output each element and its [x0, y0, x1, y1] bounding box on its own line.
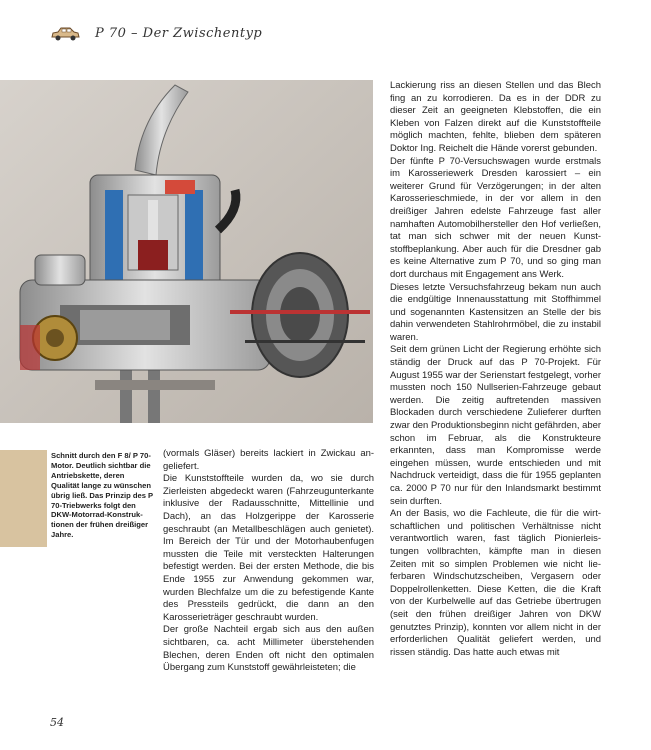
paragraph: Der fünfte P 70-Versuchswagen wurde erstmals im Karosseriewerk Dresden karossiert – ein weiterer Grund für Verzögerungen; in der alten Karosserieschmiede, in der vor allem in den dreißiger Jahren edelste Fahrzeuge fast aller namhaften Automobilhersteller den Hof verließen, tat man sich schwer mit der neuen Kunststoffbeplankung. Aber auch für die Dresdner gab es keine Alternative zum P 70, und so ging man dort durchaus mit Engagement ans Werk. — [390, 155, 601, 280]
running-header-title: P 70 – Der Zwischentyp — [95, 26, 263, 41]
figure-caption — [51, 451, 154, 540]
text-column-right — [390, 80, 601, 659]
figure-caption-text: Schnitt durch den F 8/ P 70-Motor. Deutlich sichtbar die Antriebskette, deren Qualität lange zu wünschen übrig ließ. Das Prinzip des P 70-Triebwerks folgt den DKW-Motorrad-Konstruktionen der frühen dreißiger Jahre. — [51, 451, 153, 540]
paragraph: Der große Nachteil ergab sich aus den außen sichtbaren, ca. acht Millimeter überstehenden Blechen, deren Enden oft nicht den optimalen Übergang zum Kunststoff gewährleisteten; die — [163, 624, 374, 674]
running-header — [0, 22, 651, 50]
paragraph: Seit dem grünen Licht der Regierung erhöhte sich ständig der Druck auf das P 70-Projekt. Für August 1955 war der Serienstart festgelegt, vorher mussten noch 150 Nullserien-Fahrzeuge gebaut werden. Die zeitig auftretenden massiven Blockaden durch verschiedene Zulieferer durften zwar den Produktionsbeginn nicht gefährden, aber schon im Februar, als die Konstrukteure erkannten, dass man Kompromisse werde eingehen müssen, wurde entschieden und mit Nachdruck verteidigt, dass die für 1955 geplanten ca. 2000 P 70 nur für den Inlandsmarkt bestimmt sein durften. — [390, 344, 601, 507]
text-column-left — [163, 448, 374, 675]
paragraph: Dieses letzte Versuchsfahrzeug bekam nun auch die endgültige Innenausstattung mit Stoffhimmel und sogenannten Kastensitzen an Stelle der bis dahin verwendeten Stahlrohrmöbel, die zu instabil waren. — [390, 281, 601, 343]
paragraph: An der Basis, wo die Fachleute, die für die wirtschaftlichen und politischen Verhältnisse nicht verantwortlich waren, fast täglich Pionierleistungen vollbrachten, kämpfte man in diesen Zeiten mit so simplen Problemen wie nicht lieferbaren Windschutzscheiben, Vergasern oder Doppelrollenketten. Diese Ketten, die die Kraft von der Kurbelwelle auf das Getriebe übertrugen (seit den frühen dreißiger Jahren von DKW genutztes Prinzip), konnten vor allem nicht in der erforderlichen Qualität geliefert werden, und rissen ständig. Das hatte auch etwas mit — [390, 508, 601, 658]
paragraph: Lackierung riss an diesen Stellen und das Blech fing an zu korrodieren. Da es in der DDR zu dieser Zeit an geeigneten Klebstoffen, die ein Kleben von Falzen direkt auf die Kunststoffteile möglich machten, fehlte, blieben dem späteren Doktor Ing. Reichelt die Hände vorerst gebunden. — [390, 80, 601, 154]
car-icon — [50, 26, 80, 42]
caption-accent-bar — [0, 450, 47, 547]
engine-cutaway-photo — [0, 80, 373, 423]
paragraph: (vormals Gläser) bereits lackiert in Zwickau angeliefert. — [163, 448, 374, 472]
page-number: 54 — [50, 716, 64, 729]
paragraph: Die Kunststoffteile wurden da, wo sie durch Zierleisten abgedeckt waren (Fahrzeugunterkante inklusive der Radausschnitte, Mittellinie und Dach), an das Holzgerippe der Karosserie geschraubt (an Metallbeschlägen auch genietet). Im Bereich der Tür und der Motorhaubenfugen mussten die Teile mit versteckten Halterungen befestigt werden. Bei der ersten Methode, die bis Ende 1955 zur Anwendung gekommen war, wurden Blechfalze um die zu befestigende Kante des Pressteils gedrückt, die dann an den Karosserieträger geschraubt wurden. — [163, 473, 374, 623]
